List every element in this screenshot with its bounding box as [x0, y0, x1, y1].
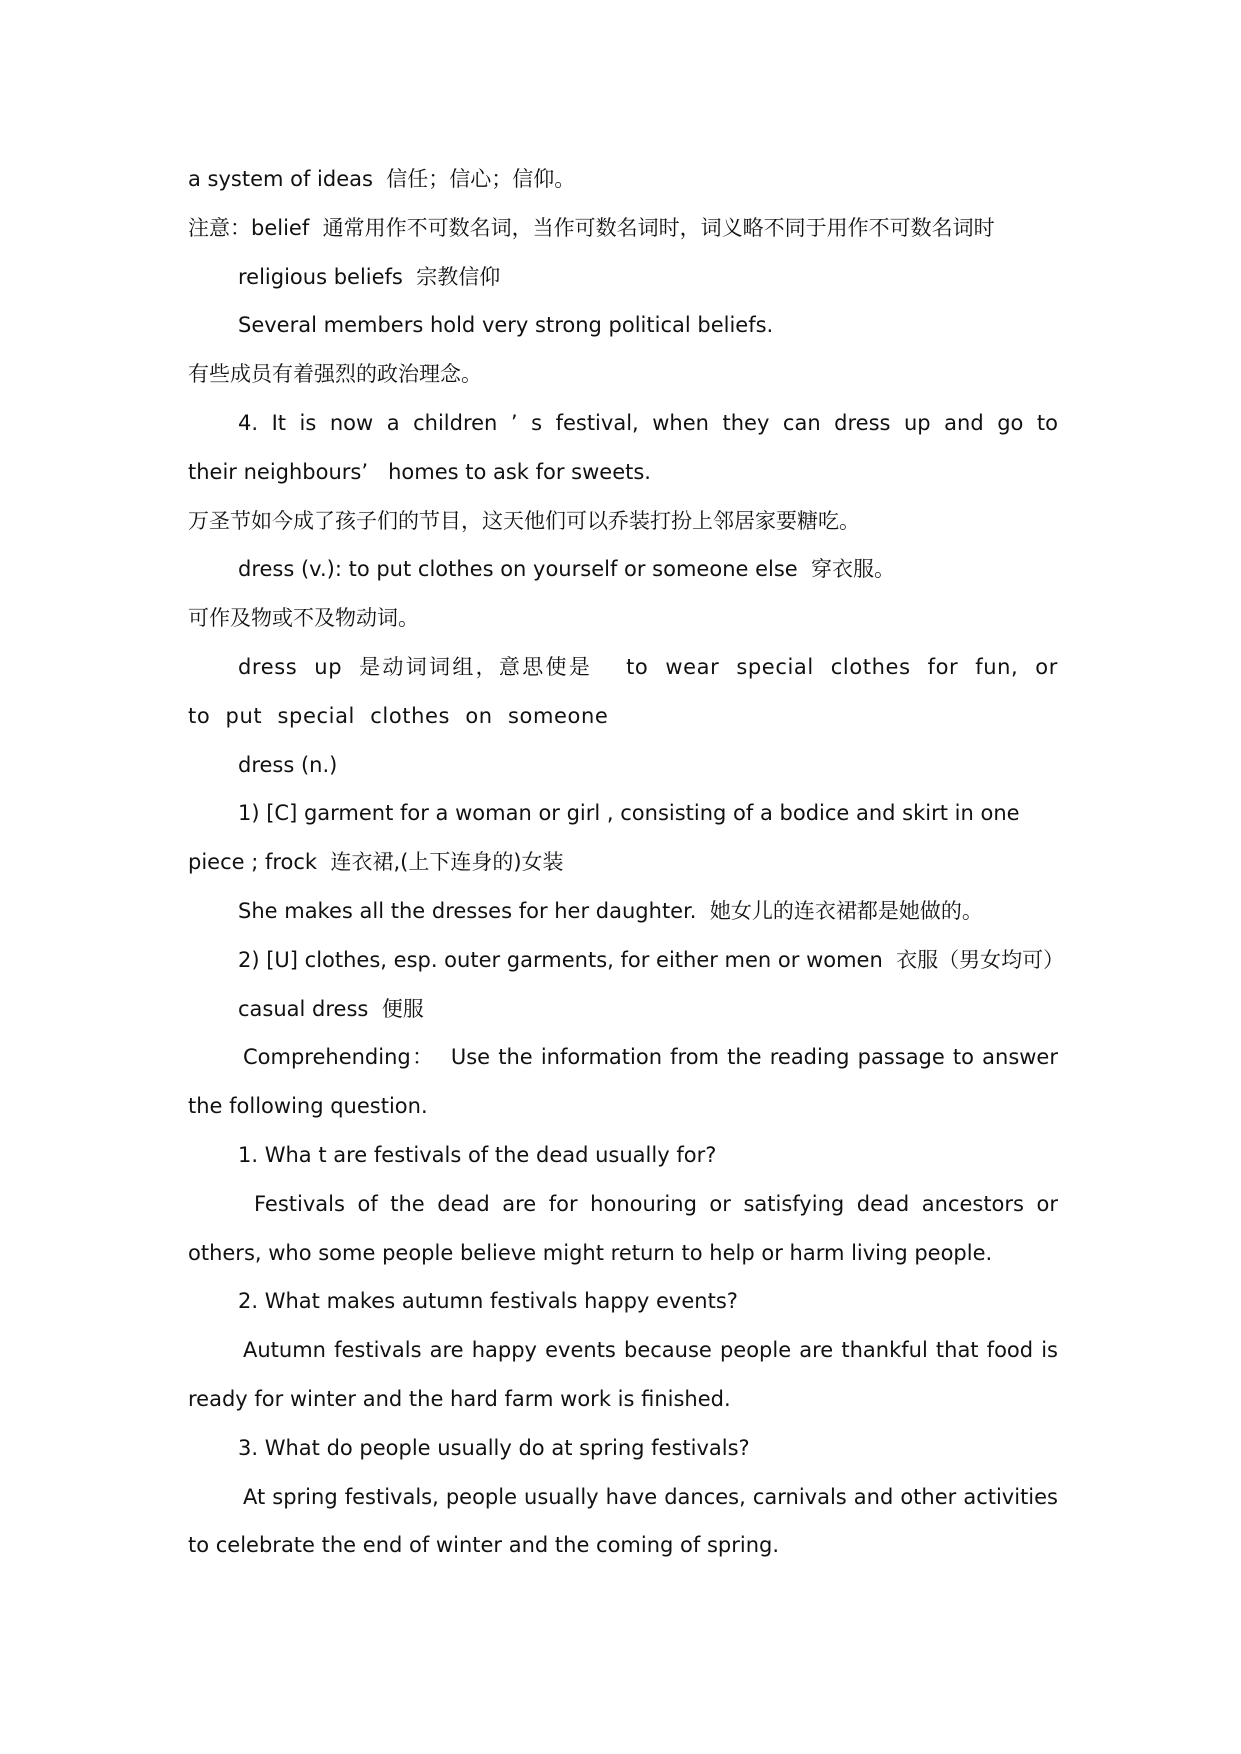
example-phrase: religious beliefs 宗教信仰	[238, 264, 501, 289]
dress-noun-phrase: casual dress 便服	[238, 996, 424, 1021]
dress-noun-sense-2: 2) [U] clothes, esp. outer garments, for either men or women 衣服（男女均可）	[238, 947, 1065, 972]
dress-up-definition: dress up 是动词词组，意思使是 to wear special clothes for fun, or to put special clothes on someone	[188, 654, 1074, 728]
usage-note: 注意：belief 通常用作不可数名词，当作可数名词时，词义略不同于用作不可数名词时	[188, 215, 995, 240]
example-sentence: Several members hold very strong political beliefs.	[238, 313, 774, 338]
dress-noun-example: She makes all the dresses for her daughter. 她女儿的连衣裙都是她做的。	[238, 898, 983, 923]
question-1: 1. Wha t are festivals of the dead usually for?	[238, 1142, 717, 1167]
answer-3: At spring festivals, people usually have dances, carnivals and other activities to celebrate the end of winter and the coming of spring.	[188, 1484, 1065, 1558]
comprehending-instructions: Comprehending： Use the information from the reading passage to answer the following question.	[188, 1045, 1065, 1119]
dress-verb-note: 可作及物或不及物动词。	[188, 606, 419, 631]
document-body	[188, 155, 1074, 1570]
example-translation: 有些成员有着强烈的政治理念。	[188, 362, 482, 387]
question-3: 3. What do people usually do at spring festivals?	[238, 1435, 750, 1460]
definition-line: a system of ideas 信任；信心；信仰。	[188, 167, 576, 191]
dress-noun-sense-1: 1) [C] garment for a woman or girl , consisting of a bodice and skirt in one piece ; frock 连衣裙,(上下连身的)女装	[188, 801, 1027, 875]
dress-noun-heading: dress (n.)	[238, 752, 338, 777]
sentence-4: 4. It is now a children ’ s festival, when they can dress up and go to their neighbours’ homes to ask for sweets.	[188, 410, 1065, 484]
answer-1: Festivals of the dead are for honouring or satisfying dead ancestors or others, who some people believe might return to help or harm living people.	[188, 1191, 1065, 1265]
dress-verb-definition: dress (v.): to put clothes on yourself or someone else 穿衣服。	[238, 557, 896, 582]
answer-2: Autumn festivals are happy events because people are thankful that food is ready for winter and the hard farm work is finished.	[188, 1338, 1065, 1411]
question-2: 2. What makes autumn festivals happy events?	[238, 1289, 738, 1314]
sentence-4-translation: 万圣节如今成了孩子们的节目，这天他们可以乔装打扮上邻居家要糖吃。	[188, 508, 860, 533]
